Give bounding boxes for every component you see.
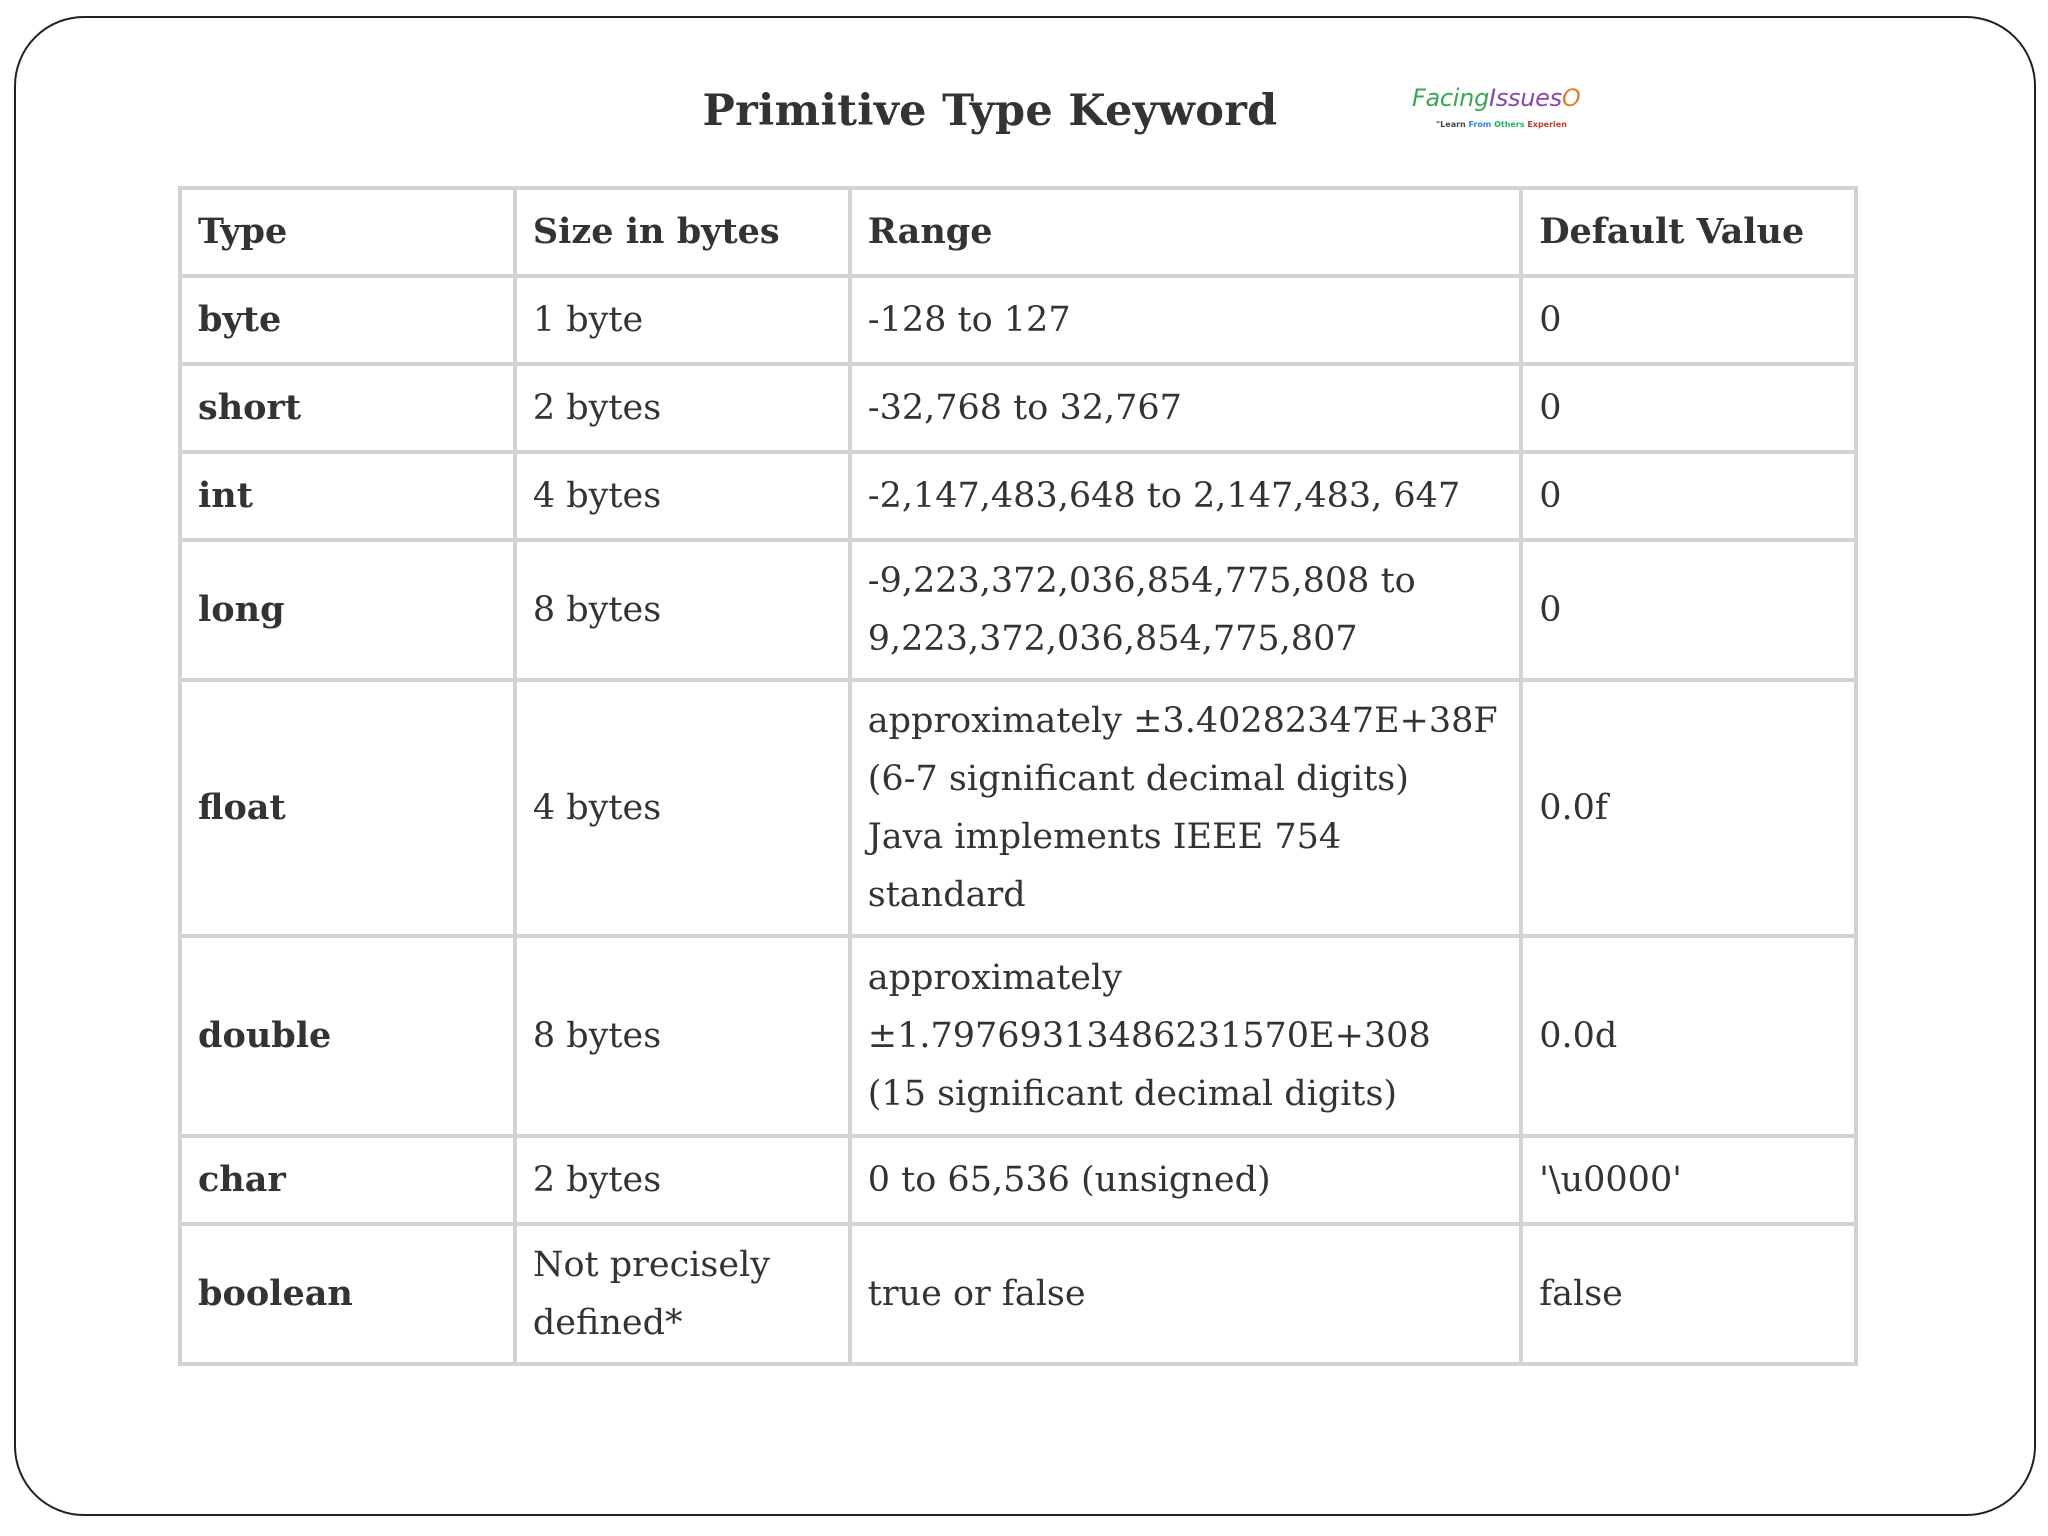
cell-type: float [180, 680, 515, 936]
cell-range-line: approximately ±3.40282347E+38F [867, 701, 1498, 741]
cell-size-line: 1 byte [532, 300, 644, 340]
logo-tagline-a: "Learn [1436, 120, 1466, 129]
cell-range-line: approximately [867, 958, 1122, 998]
cell-size-line: Not precisely [532, 1245, 771, 1285]
cell-range [850, 276, 1521, 364]
cell-range-line: 0 to 65,536 (unsigned) [867, 1160, 1271, 1200]
logo-tagline-d: Experien [1527, 120, 1567, 129]
header-size: Size in bytes [515, 188, 850, 276]
cell-size [515, 540, 850, 680]
cell-range-line: -128 to 127 [867, 300, 1071, 340]
table-row [180, 936, 1856, 1136]
cell-range-line: -32,768 to 32,767 [867, 388, 1182, 428]
cell-size-line: 8 bytes [532, 590, 662, 630]
cell-range-line: true or false [867, 1274, 1086, 1314]
logo-tagline-c: Others [1494, 120, 1525, 129]
logo-tagline [1436, 120, 1567, 129]
cell-range-line: 9,223,372,036,854,775,807 [867, 619, 1358, 659]
table-row [180, 452, 1856, 540]
cell-range-line: Java implements IEEE 754 [867, 817, 1342, 857]
cell-type: byte [180, 276, 515, 364]
table-row [180, 1224, 1856, 1364]
cell-range-line: -9,223,372,036,854,775,808 to [867, 561, 1416, 601]
logo-text-b: Issues [1489, 84, 1562, 112]
header-type: Type [180, 188, 515, 276]
cell-type: double [180, 936, 515, 1136]
cell-size-line: 4 bytes [532, 788, 662, 828]
table-row [180, 540, 1856, 680]
header-range: Range [850, 188, 1521, 276]
facingissues-logo [1412, 84, 1602, 136]
logo-tagline-b: From [1468, 120, 1492, 129]
table-row [180, 1136, 1856, 1224]
cell-size [515, 452, 850, 540]
cell-range [850, 452, 1521, 540]
cell-type: long [180, 540, 515, 680]
header-default: Default Value [1521, 188, 1856, 276]
table-row [180, 276, 1856, 364]
cell-size-line: 2 bytes [532, 388, 662, 428]
cell-range [850, 1224, 1521, 1364]
table-row [180, 680, 1856, 936]
cell-default: false [1521, 1224, 1856, 1364]
cell-range-line: ±1.79769313486231570E+308 [867, 1016, 1431, 1056]
cell-default: 0 [1521, 276, 1856, 364]
cell-size [515, 1136, 850, 1224]
cell-default: 0 [1521, 364, 1856, 452]
cell-size [515, 276, 850, 364]
cell-size-line: 4 bytes [532, 476, 662, 516]
cell-range-line: (6-7 significant decimal digits) [867, 759, 1409, 799]
cell-range-line: -2,147,483,648 to 2,147,483, 647 [867, 476, 1461, 516]
cell-default: 0.0d [1521, 936, 1856, 1136]
logo-text [1412, 84, 1580, 112]
table-row [180, 364, 1856, 452]
cell-size-line: 2 bytes [532, 1160, 662, 1200]
slide-title: Primitive Type Keyword [702, 86, 1278, 136]
cell-default: 0.0f [1521, 680, 1856, 936]
primitive-types-table [178, 186, 1858, 1366]
cell-size [515, 364, 850, 452]
cell-range [850, 364, 1521, 452]
cell-size-line: 8 bytes [532, 1016, 662, 1056]
cell-default: 0 [1521, 452, 1856, 540]
cell-size [515, 1224, 850, 1364]
table-header-row [180, 188, 1856, 276]
cell-size [515, 936, 850, 1136]
cell-type: char [180, 1136, 515, 1224]
logo-text-c: O [1561, 84, 1581, 112]
cell-size [515, 680, 850, 936]
cell-size-line: defined* [532, 1303, 683, 1343]
cell-range [850, 1136, 1521, 1224]
cell-default: '\u0000' [1521, 1136, 1856, 1224]
cell-range [850, 680, 1521, 936]
cell-type: boolean [180, 1224, 515, 1364]
cell-range [850, 540, 1521, 680]
cell-type: int [180, 452, 515, 540]
cell-default: 0 [1521, 540, 1856, 680]
cell-range [850, 936, 1521, 1136]
table-body [180, 276, 1856, 1364]
cell-range-line: (15 significant decimal digits) [867, 1074, 1398, 1114]
cell-type: short [180, 364, 515, 452]
logo-text-a: Facing [1412, 84, 1490, 112]
cell-range-line: standard [867, 875, 1026, 915]
